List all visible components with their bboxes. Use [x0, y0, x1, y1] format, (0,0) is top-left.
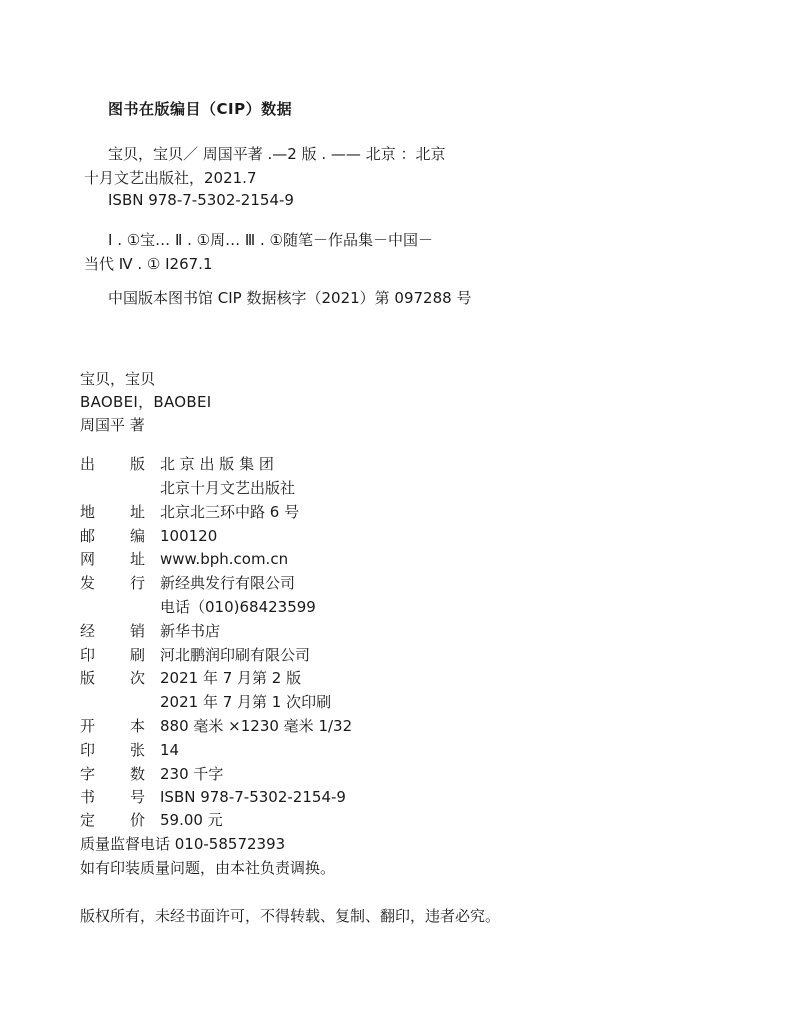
quality-note: 如有印装质量问题，由本社负责调换。 [80, 859, 336, 877]
detail-value: ISBN 978-7-5302-2154-9 [160, 788, 346, 806]
detail-label: 版 [130, 455, 146, 473]
detail-value: 230 千字 [160, 765, 224, 783]
detail-label: 出 [80, 455, 96, 473]
detail-label: 张 [130, 741, 146, 759]
detail-edition-printing: 2021 年 7 月第 1 次印刷 [160, 693, 332, 711]
detail-value: 北 京 出 版 集 团 [160, 455, 274, 473]
detail-label: 版 [80, 669, 96, 687]
detail-label: 邮 [80, 527, 96, 545]
cip-record-number: 中国版本图书馆 CIP 数据核字（2021）第 097288 号 [108, 289, 472, 307]
copyright-notice: 版权所有，未经书面许可，不得转载、复制、翻印，违者必究。 [80, 907, 501, 925]
detail-label: 刷 [130, 646, 146, 664]
detail-label: 本 [130, 717, 146, 735]
detail-label: 销 [130, 622, 146, 640]
detail-label: 址 [130, 550, 146, 568]
detail-label: 价 [130, 811, 146, 829]
book-title: 宝贝，宝贝 [80, 370, 156, 388]
detail-label: 数 [130, 765, 146, 783]
detail-label: 印 [80, 646, 96, 664]
cip-line-2: 十月文艺出版社，2021.7 [84, 169, 257, 187]
detail-label: 发 [80, 574, 96, 592]
detail-label: 地 [80, 503, 96, 521]
detail-label: 网 [80, 550, 96, 568]
detail-label: 行 [130, 574, 146, 592]
detail-value: 14 [160, 741, 180, 759]
detail-label: 开 [80, 717, 96, 735]
detail-value: 2021 年 7 月第 2 版 [160, 669, 302, 687]
detail-label: 号 [130, 788, 146, 806]
detail-label: 定 [80, 811, 96, 829]
cip-classification: Ⅰ . ①宝… Ⅱ . ①周… Ⅲ . ①随笔－作品集－中国－ [108, 231, 433, 249]
detail-value: 北京北三环中路 6 号 [160, 503, 300, 521]
detail-value: 新华书店 [160, 622, 221, 640]
detail-value: 新经典发行有限公司 [160, 574, 296, 592]
detail-label: 印 [80, 741, 96, 759]
detail-label: 经 [80, 622, 96, 640]
detail-value: 59.00 元 [160, 811, 223, 829]
detail-label: 编 [130, 527, 146, 545]
cip-title: 图书在版编目（CIP）数据 [108, 100, 293, 118]
detail-value: www.bph.com.cn [160, 550, 289, 568]
detail-label: 址 [130, 503, 146, 521]
detail-distributor-phone: 电话（010)68423599 [160, 598, 316, 616]
detail-label: 字 [80, 765, 96, 783]
detail-label: 书 [80, 788, 96, 806]
detail-value: 河北鹏润印刷有限公司 [160, 646, 311, 664]
detail-label: 次 [130, 669, 146, 687]
detail-value: 880 毫米 ×1230 毫米 1/32 [160, 717, 353, 735]
cip-line-1: 宝贝，宝贝／ 周国平著 .—2 版 . —— 北京 ：北京 [108, 145, 446, 163]
cip-classification-cont: 当代 Ⅳ . ① I267.1 [84, 255, 213, 273]
quality-phone: 质量监督电话 010-58572393 [80, 835, 286, 853]
detail-publisher-cont: 北京十月文艺出版社 [160, 479, 296, 497]
detail-value: 100120 [160, 527, 218, 545]
book-title-pinyin: BAOBEI，BAOBEI [80, 393, 212, 411]
cip-isbn: ISBN 978-7-5302-2154-9 [108, 191, 294, 209]
book-author: 周国平 著 [80, 416, 145, 434]
